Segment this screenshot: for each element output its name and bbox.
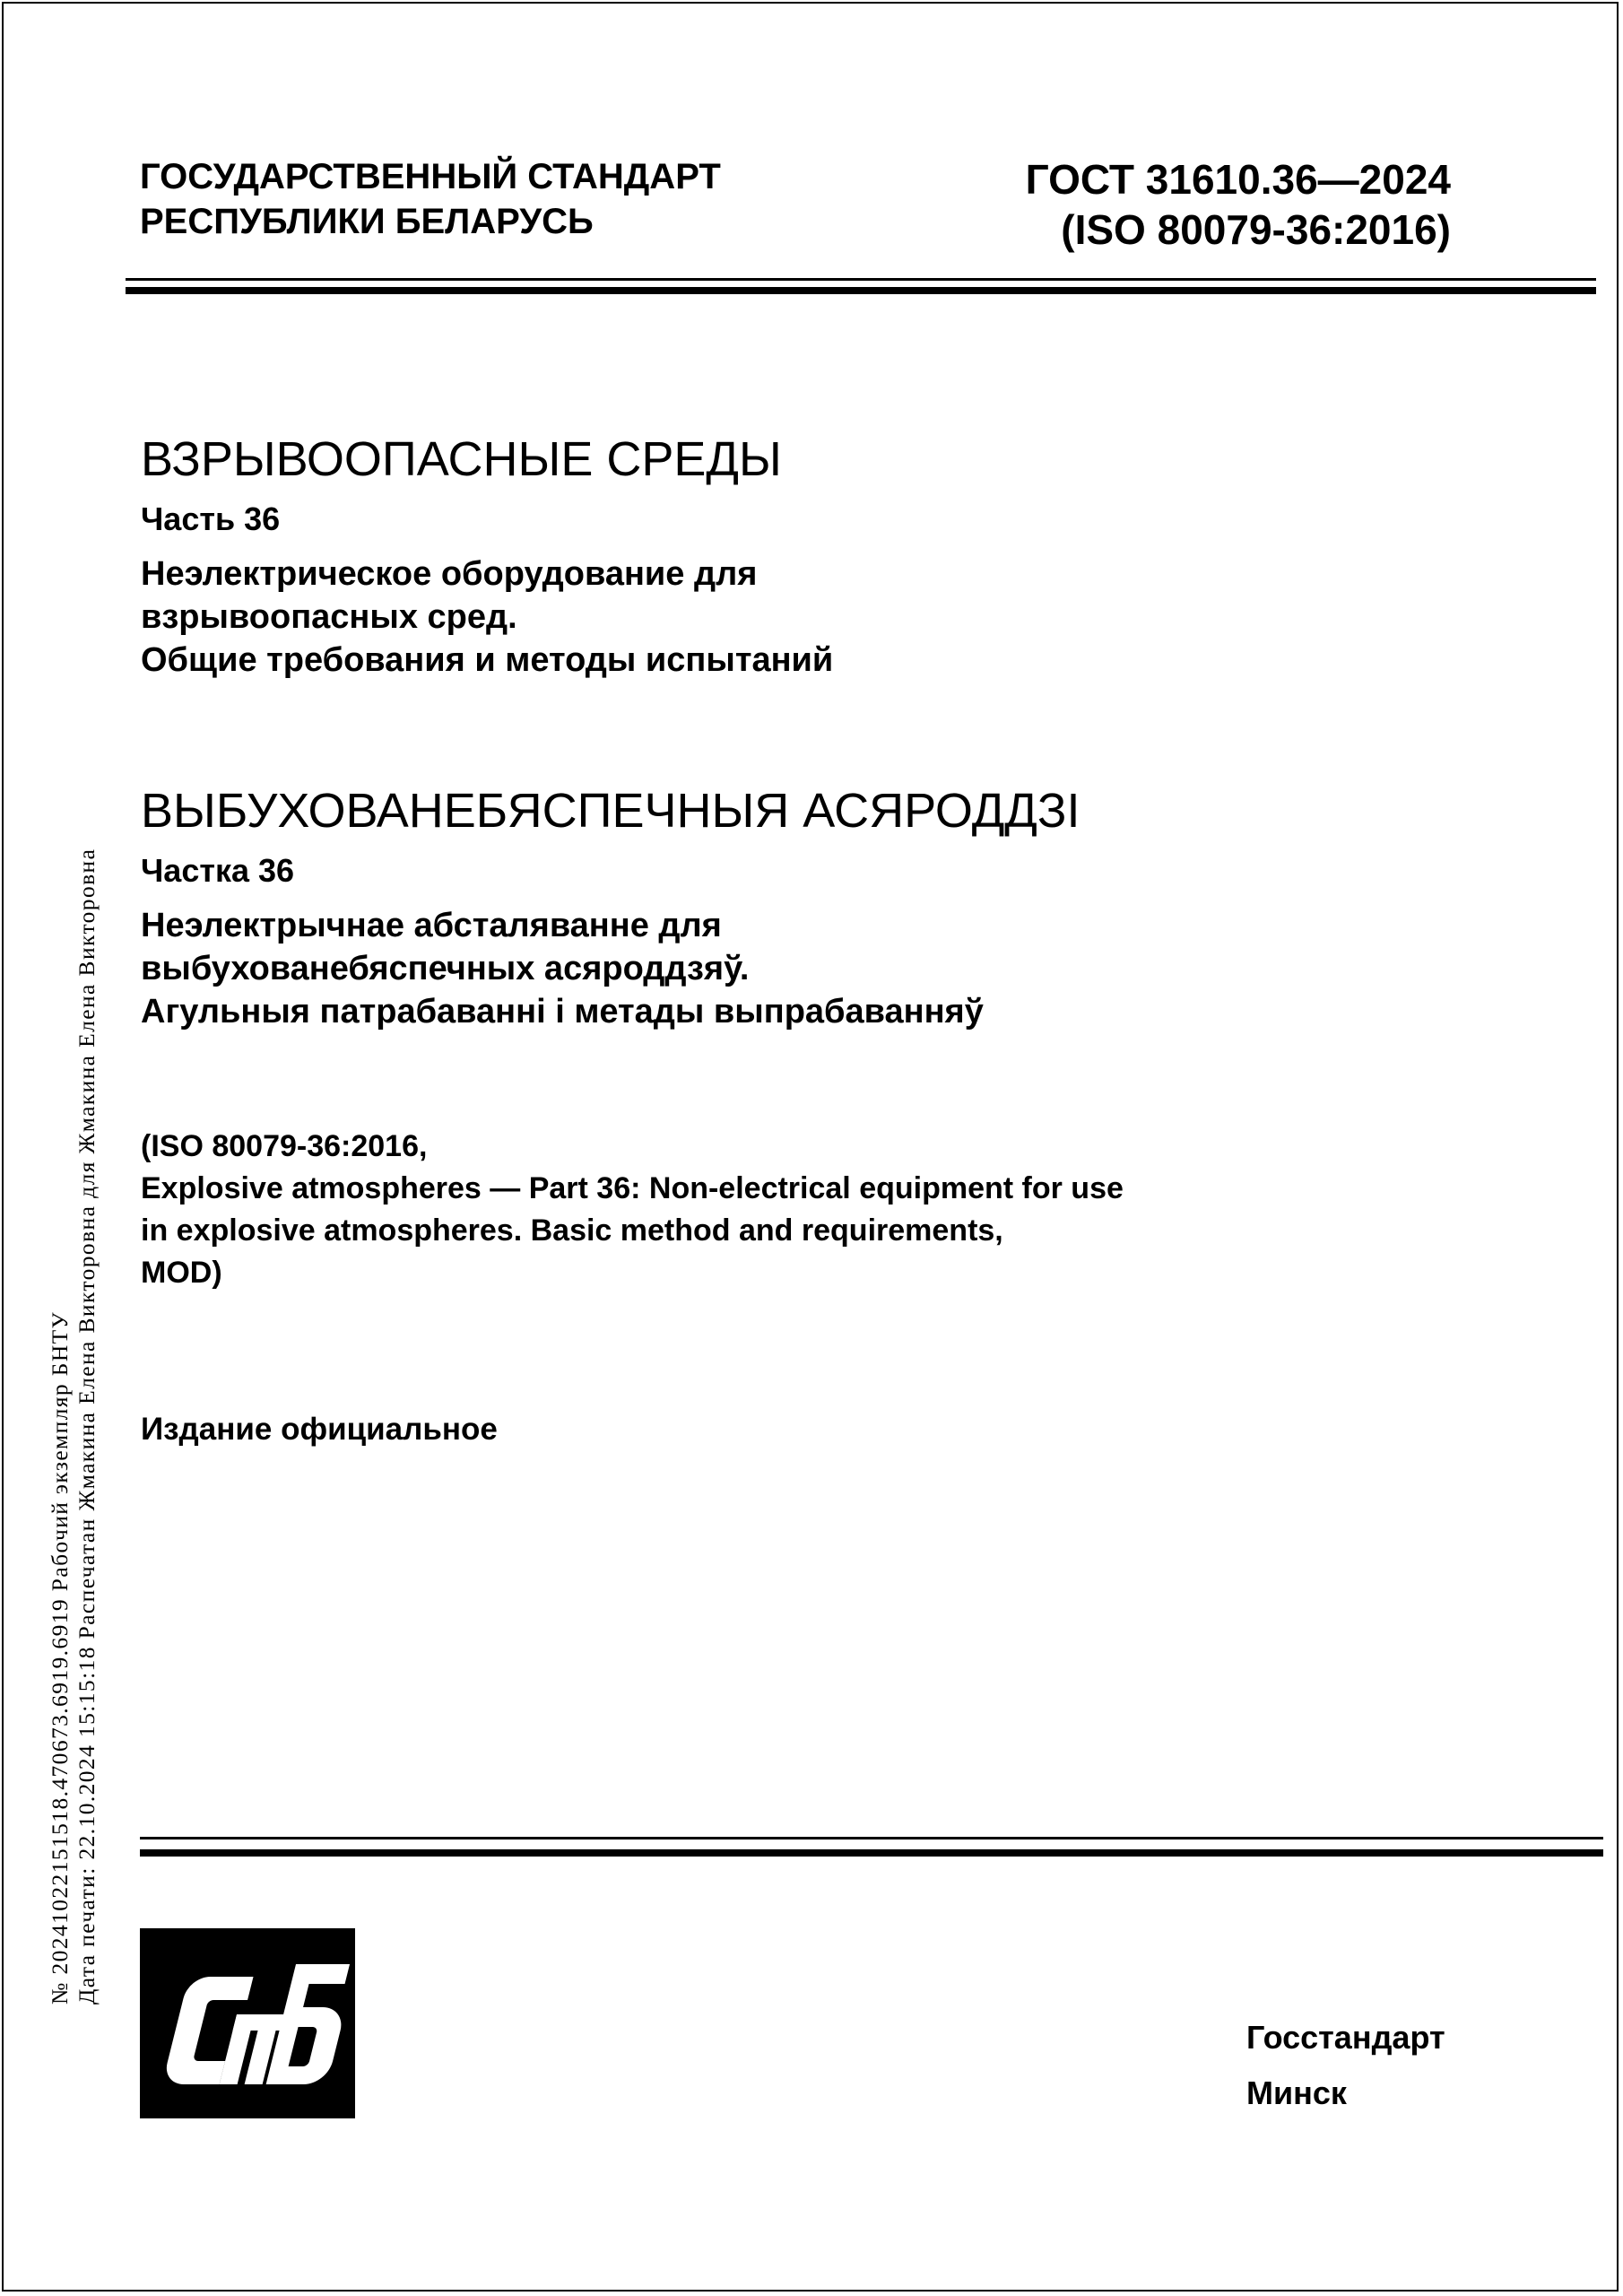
belarusian-subtitle (141, 904, 1306, 1033)
gosstandart-logo-icon (140, 1928, 355, 2118)
side-print-notes (47, 641, 127, 2005)
edition-label: Издание официальное (141, 1412, 498, 1447)
iso-reference-line: MOD) (141, 1256, 222, 1290)
russian-part: Часть 36 (141, 500, 281, 537)
iso-designation: (ISO 80079-36:2016) (1061, 206, 1451, 253)
standard-type-heading (140, 154, 721, 244)
footer-rule-thin (140, 1837, 1603, 1839)
russian-subtitle (141, 552, 1306, 682)
belarusian-subtitle-line: выбухованебяспечных асяроддзяў. (141, 950, 750, 987)
belarusian-title: ВЫБУХОВАНЕБЯСПЕЧНЫЯ АСЯРОДДЗІ (141, 784, 1081, 838)
side-note-line: Дата печати: 22.10.2024 15:15:18 Распечатан Жмакина Елена Викторовна для Жмакина Елена Викторовна (74, 848, 100, 2005)
header-rule-thin (126, 278, 1596, 281)
standard-type-line-1: ГОСУДАРСТВЕННЫЙ СТАНДАРТ (140, 157, 721, 196)
belarusian-subtitle-line: Агульныя патрабаванні і метады выпрабаванняў (141, 993, 984, 1031)
belarusian-subtitle-line: Неэлектрычнае абсталяванне для (141, 907, 722, 944)
iso-reference-line: Explosive atmospheres — Part 36: Non-electrical equipment for use (141, 1171, 1124, 1205)
standard-type-line-2: РЕСПУБЛИКИ БЕЛАРУСЬ (140, 202, 594, 241)
publisher-city: Минск (1246, 2074, 1347, 2111)
russian-title: ВЗРЫВООПАСНЫЕ СРЕДЫ (141, 432, 782, 486)
header-rule-thick (126, 287, 1596, 294)
side-note-line: № 20241022151518.470673.6919.6919 Рабочий экземпляр БНТУ (47, 1310, 73, 2005)
publisher-name: Госстандарт (1246, 2019, 1445, 2056)
russian-subtitle-line: Общие требования и методы испытаний (141, 641, 834, 679)
footer-rule-thick (140, 1849, 1603, 1857)
designation-block (949, 154, 1451, 255)
iso-reference-line: (ISO 80079-36:2016, (141, 1129, 428, 1163)
russian-subtitle-line: Неэлектрическое оборудование для (141, 555, 758, 593)
iso-reference (141, 1126, 1396, 1294)
iso-reference-line: in explosive atmospheres. Basic method and requirements, (141, 1213, 1003, 1248)
gost-designation: ГОСТ 31610.36—2024 (1025, 156, 1451, 203)
belarusian-part: Частка 36 (141, 852, 295, 889)
russian-subtitle-line: взрывоопасных сред. (141, 598, 517, 636)
